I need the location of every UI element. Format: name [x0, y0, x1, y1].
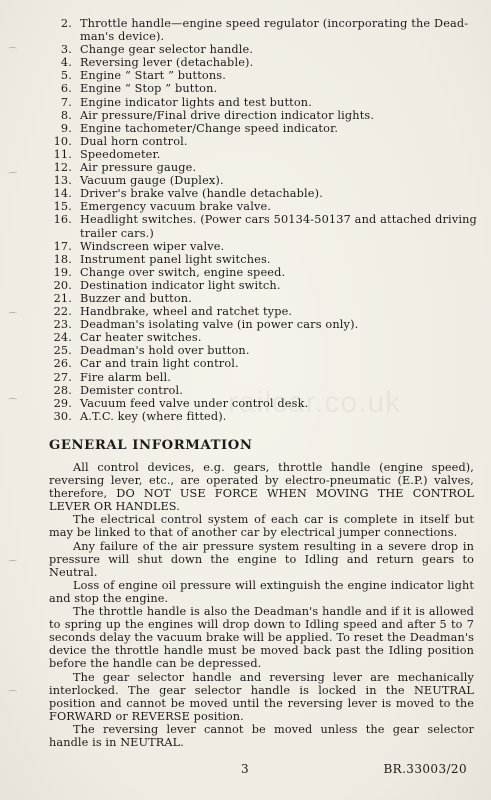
- list-item-number: 11.: [53, 147, 72, 161]
- list-item: [40, 266, 480, 279]
- list-item-number: 12.: [53, 161, 72, 175]
- list-item-number: 6.: [60, 82, 72, 96]
- page-number: 3: [241, 762, 249, 776]
- document-reference: BR.33003/20: [383, 762, 467, 776]
- list-item: [40, 135, 480, 148]
- list-item: [40, 357, 480, 370]
- paragraph: Any failure of the air pressure system resulting in a severe drop in pressure will shut down the engine to Idling and return gears to Neutral.: [49, 539, 474, 579]
- list-item-number: 18.: [53, 252, 72, 266]
- list-item: [40, 292, 480, 305]
- paragraph: The throttle handle is also the Deadman's handle and if it is allowed to spring up the engines will drop down to Idling speed and after 5 to 7 seconds delay the vacuum brake will be applied. To reset the Deadman's device the throttle handle must be moved back past the Idling position before the handle can be depressed.: [49, 605, 474, 671]
- list-item-number: 10.: [53, 134, 72, 148]
- list-item: [40, 305, 480, 318]
- list-item-text: Air pressure/Final drive direction indicator lights.: [80, 108, 375, 122]
- list-item-text: Instrument panel light switches.: [80, 252, 271, 266]
- list-item-text: Deadman's hold over button.: [80, 344, 250, 358]
- list-item-text: Demister control.: [80, 383, 183, 397]
- list-item-number: 9.: [60, 121, 72, 135]
- list-item-number: 2.: [60, 17, 72, 30]
- list-item: [40, 82, 480, 95]
- list-item-number: 7.: [60, 95, 72, 109]
- list-item-text: Emergency vacuum brake valve.: [80, 200, 272, 214]
- list-item-number: 28.: [53, 383, 72, 397]
- list-item-text: Vacuum feed valve under control desk.: [80, 396, 309, 410]
- list-item-number: 5.: [60, 69, 72, 83]
- list-item-text: Driver's brake valve (handle detachable).: [80, 187, 323, 201]
- list-item: [40, 69, 480, 82]
- list-item-text: Change gear selector handle.: [80, 43, 254, 57]
- list-item: [40, 200, 480, 213]
- list-item: [40, 397, 480, 410]
- list-item: [40, 17, 480, 43]
- list-item: [40, 56, 480, 69]
- general-information-body: [49, 461, 474, 749]
- list-item-number: 21.: [53, 291, 72, 305]
- list-item-text: Throttle handle—engine speed regulator (incorporating the Dead-man's device).: [80, 17, 469, 44]
- list-item-text: Engine “ Stop ” button.: [80, 82, 218, 96]
- list-item-number: 4.: [60, 56, 72, 70]
- list-item: [40, 384, 480, 397]
- list-item: [40, 161, 480, 174]
- list-item-text: Fire alarm bell.: [80, 370, 172, 384]
- list-item: [40, 109, 480, 122]
- list-item: [40, 213, 480, 239]
- binder-hole-mark: [8, 172, 17, 175]
- list-item-text: Handbrake, wheel and ratchet type.: [80, 305, 293, 319]
- binder-hole-mark: [8, 690, 17, 693]
- list-item: [40, 253, 480, 266]
- list-item-text: Change over switch, engine speed.: [80, 265, 286, 279]
- list-item: [40, 174, 480, 187]
- list-item-text: Car and train light control.: [80, 357, 239, 371]
- list-item-number: 29.: [53, 396, 72, 410]
- list-item: [40, 410, 480, 423]
- list-item: [40, 240, 480, 253]
- list-item-number: 13.: [53, 174, 72, 188]
- list-item-text: Engine “ Start ” buttons.: [80, 69, 226, 83]
- list-item: [40, 187, 480, 200]
- list-item: [40, 148, 480, 161]
- list-item-number: 16.: [53, 213, 72, 227]
- list-item-text: A.T.C. key (where fitted).: [80, 409, 227, 423]
- list-item: [40, 122, 480, 135]
- list-item-number: 19.: [53, 265, 72, 279]
- list-item: [40, 318, 480, 331]
- section-heading: GENERAL INFORMATION: [49, 438, 253, 453]
- list-item-text: Windscreen wiper valve.: [80, 239, 225, 253]
- list-item-number: 20.: [53, 278, 72, 292]
- list-item-number: 15.: [53, 200, 72, 214]
- list-item-text: Reversing lever (detachable).: [80, 56, 254, 70]
- binder-hole-mark: [8, 47, 17, 50]
- binder-hole-mark: [8, 560, 17, 563]
- list-item-number: 3.: [60, 43, 72, 57]
- list-item-number: 25.: [53, 344, 72, 358]
- list-item-text: Headlight switches. (Power cars 50134-50137 and attached driving trailer cars.): [80, 213, 477, 240]
- list-item-text: Speedometer.: [80, 147, 161, 161]
- list-item-text: Vacuum gauge (Duplex).: [80, 174, 224, 188]
- list-item-number: 17.: [53, 239, 72, 253]
- list-item-text: Destination indicator light switch.: [80, 278, 281, 292]
- controls-list: [40, 17, 480, 423]
- list-item-number: 23.: [53, 318, 72, 332]
- paragraph: The gear selector handle and reversing lever are mechanically interlocked. The gear selector handle is locked in the NEUTRAL position and cannot be moved until the reversing lever is moved to the FORWARD or REVERSE position.: [49, 670, 474, 723]
- list-item: [40, 279, 480, 292]
- list-item-number: 14.: [53, 187, 72, 201]
- paragraph: The electrical control system of each car is complete in itself but may be linked to that of another car by electrical jumper connections.: [49, 513, 474, 540]
- list-item-text: Air pressure gauge.: [80, 161, 197, 175]
- list-item-text: Deadman's isolating valve (in power cars only).: [80, 318, 359, 332]
- list-item-text: Buzzer and button.: [80, 291, 192, 305]
- list-item-number: 27.: [53, 370, 72, 384]
- list-item-text: Engine tachometer/Change speed indicator.: [80, 121, 339, 135]
- binder-hole-mark: [8, 398, 17, 401]
- list-item-text: Car heater switches.: [80, 331, 202, 345]
- list-item-number: 22.: [53, 305, 72, 319]
- list-item-text: Engine indicator lights and test button.: [80, 95, 312, 109]
- list-item-number: 8.: [60, 108, 72, 122]
- paragraph: The reversing lever cannot be moved unless the gear selector handle is in NEUTRAL.: [49, 722, 474, 749]
- list-item-text: Dual horn control.: [80, 134, 188, 148]
- paragraph: All control devices, e.g. gears, throttle handle (engine speed), reversing lever, etc., are operated by electro-pneumatic (E.P.) valves, therefore, DO NOT USE FORCE WHEN MOVING THE CONTROL LEVER OR HANDLES.: [49, 461, 474, 514]
- list-item: [40, 331, 480, 344]
- paragraph: Loss of engine oil pressure will extinguish the engine indicator light and stop the engine.: [49, 578, 474, 605]
- list-item: [40, 43, 480, 56]
- list-item: [40, 371, 480, 384]
- list-item-number: 24.: [53, 331, 72, 345]
- list-item: [40, 344, 480, 357]
- list-item-number: 30.: [53, 409, 72, 423]
- list-item: [40, 96, 480, 109]
- binder-hole-mark: [8, 312, 17, 315]
- list-item-number: 26.: [53, 357, 72, 371]
